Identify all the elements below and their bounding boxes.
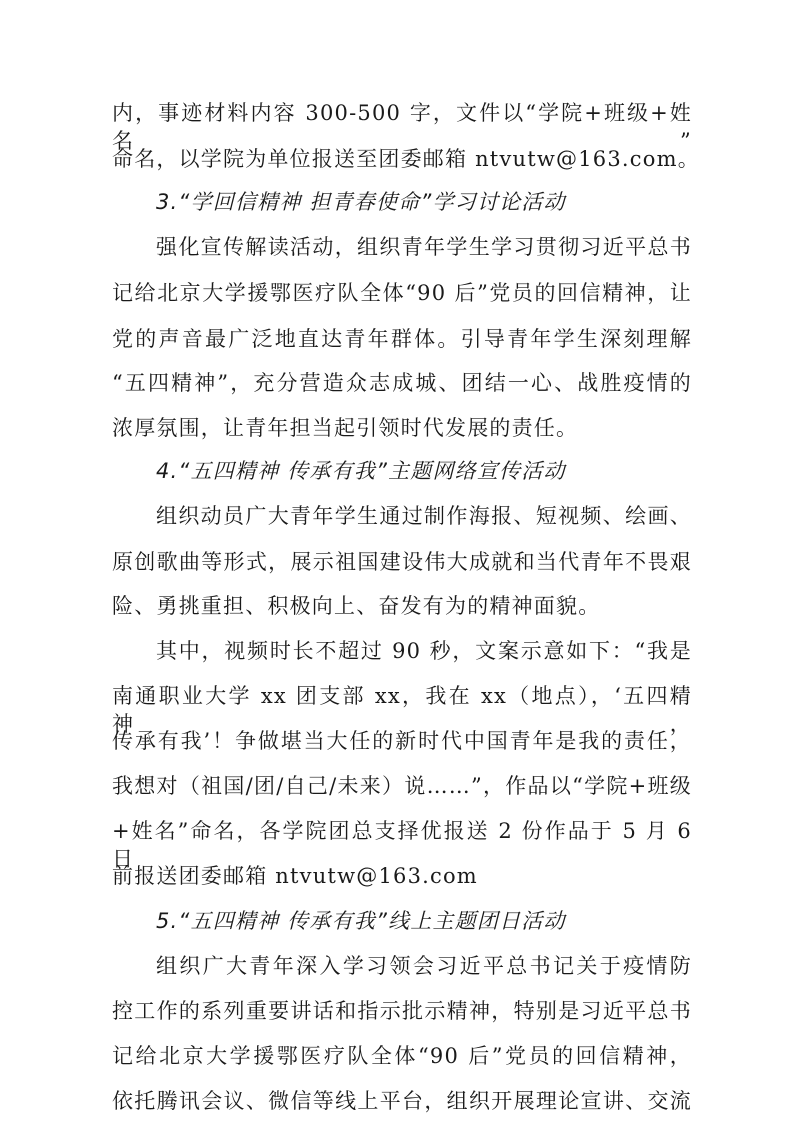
paragraph-line: 记给北京大学援鄂医疗队全体“90 后”党员的回信精神， bbox=[112, 1044, 692, 1068]
paragraph-line: 组织广大青年深入学习领会习近平总书记关于疫情防 bbox=[156, 954, 692, 978]
paragraph-line: 传承有我’！争做堪当大任的新时代中国青年是我的责任， bbox=[112, 729, 692, 753]
paragraph-line: 其中，视频时长不超过 90 秒，文案示意如下：“我是 bbox=[156, 639, 692, 663]
section-heading-4: 4.“五四精神 传承有我”主题网络宣传活动 bbox=[156, 459, 566, 483]
paragraph-line: 记给北京大学援鄂医疗队全体“90 后”党员的回信精神，让 bbox=[112, 281, 692, 305]
paragraph-line: 强化宣传解读活动，组织青年学生学习贯彻习近平总书 bbox=[156, 235, 692, 259]
paragraph-line: 浓厚氛围，让青年担当起引领时代发展的责任。 bbox=[112, 416, 579, 440]
paragraph-line: 依托腾讯会议、微信等线上平台，组织开展理论宣讲、交流 bbox=[112, 1089, 692, 1113]
paragraph-line: 我想对（祖国/团/自己/未来）说……”，作品以“学院+班级 bbox=[112, 774, 692, 798]
paragraph-line: 南通职业大学 xx 团支部 xx，我在 xx（地点），‘五四精神， bbox=[112, 684, 692, 736]
paragraph-line: 控工作的系列重要讲话和指示批示精神，特别是习近平总书 bbox=[112, 999, 692, 1023]
section-heading-3: 3.“学回信精神 担青春使命”学习讨论活动 bbox=[156, 190, 566, 214]
paragraph-line: 命名，以学院为单位报送至团委邮箱 ntvutw@163.com。 bbox=[112, 147, 700, 171]
paragraph-line: 组织动员广大青年学生通过制作海报、短视频、绘画、 bbox=[156, 504, 692, 528]
paragraph-line: 前报送团委邮箱 ntvutw@163.com bbox=[112, 864, 478, 888]
paragraph-line: 党的声音最广泛地直达青年群体。引导青年学生深刻理解 bbox=[112, 327, 692, 351]
paragraph-line: +姓名”命名，各学院团总支择优报送 2 份作品于 5 月 6 日 bbox=[112, 819, 692, 871]
paragraph-line: 险、勇挑重担、积极向上、奋发有为的精神面貌。 bbox=[112, 594, 601, 618]
paragraph-line: 内，事迹材料内容 300-500 字，文件以“学院+班级+姓名” bbox=[112, 101, 692, 153]
paragraph-line: “五四精神”，充分营造众志成城、团结一心、战胜疫情的 bbox=[112, 371, 692, 395]
paragraph-line: 原创歌曲等形式，展示祖国建设伟大成就和当代青年不畏艰 bbox=[112, 550, 692, 574]
section-heading-5: 5.“五四精神 传承有我”线上主题团日活动 bbox=[156, 909, 566, 933]
